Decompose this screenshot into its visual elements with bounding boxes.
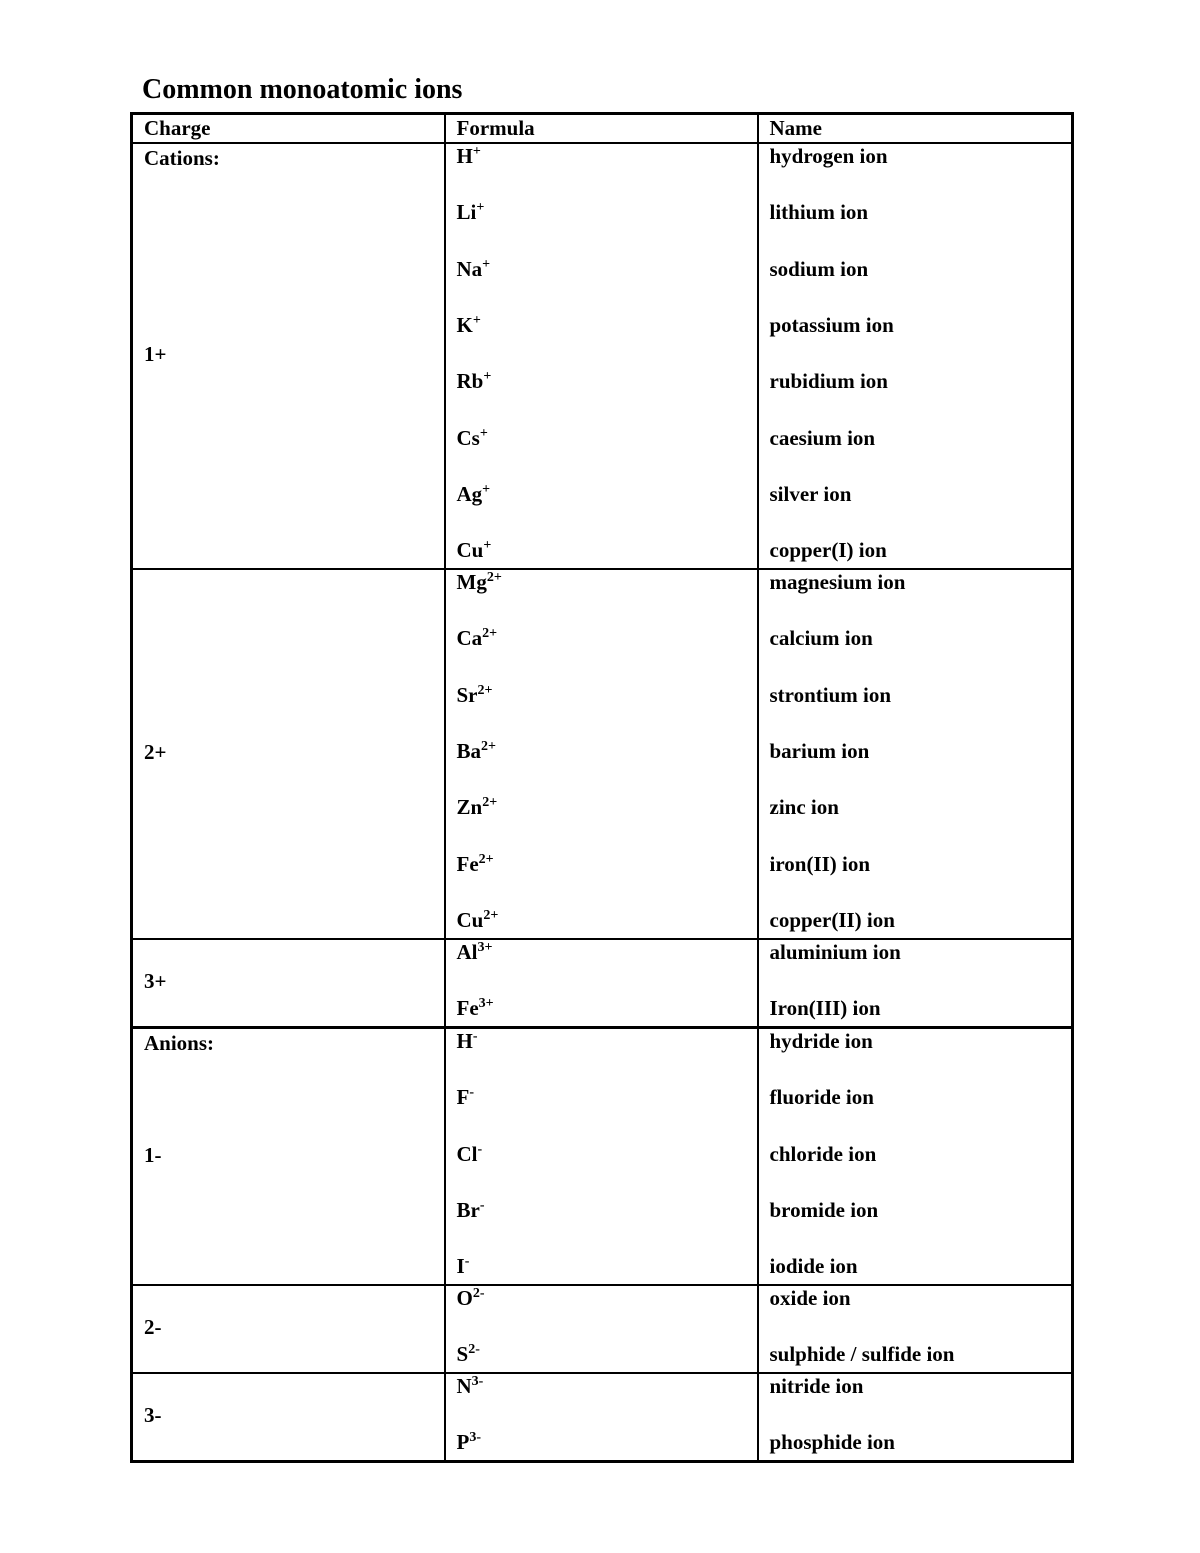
ion-symbol: F bbox=[456, 1085, 470, 1109]
ion-charge-superscript: 2+ bbox=[481, 739, 496, 754]
ion-charge-superscript: 2+ bbox=[477, 683, 493, 698]
ion-symbol: S bbox=[456, 1342, 469, 1366]
ion-charge-superscript: + bbox=[482, 482, 491, 497]
page-title: Common monoatomic ions bbox=[142, 74, 463, 105]
ion-charge-superscript: 3- bbox=[469, 1430, 481, 1445]
ion-formula bbox=[457, 1430, 482, 1455]
ion-symbol: Cs bbox=[456, 426, 480, 450]
ion-charge-superscript: 3+ bbox=[477, 940, 493, 955]
charge-cell bbox=[132, 1285, 445, 1373]
ion-symbol: Li bbox=[456, 200, 477, 224]
ion-name: strontium ion bbox=[769, 683, 892, 707]
formula-cell bbox=[445, 569, 758, 939]
ion-charge-superscript: + bbox=[472, 144, 481, 159]
ion-charge-superscript: - bbox=[472, 1029, 478, 1044]
charge-label: 2- bbox=[144, 1315, 162, 1339]
header-formula: Formula bbox=[456, 116, 535, 140]
ion-formula bbox=[457, 313, 481, 338]
ion-name: calcium ion bbox=[769, 626, 873, 650]
charge-label: 3+ bbox=[144, 969, 167, 993]
ion-name: iodide ion bbox=[769, 1254, 858, 1278]
ion-name: hydride ion bbox=[769, 1029, 873, 1053]
ion-charge-superscript: 3+ bbox=[478, 996, 494, 1011]
name-cell bbox=[758, 1373, 1073, 1462]
ion-formula bbox=[457, 426, 488, 451]
ion-symbol: Br bbox=[456, 1198, 480, 1222]
formula-cell bbox=[445, 1028, 758, 1286]
ion-symbol: Ca bbox=[456, 626, 483, 650]
ion-charge-superscript: 2+ bbox=[482, 626, 498, 641]
ion-formula bbox=[457, 1286, 485, 1311]
ion-symbol: Sr bbox=[456, 683, 478, 707]
ion-formula bbox=[457, 795, 498, 820]
ion-symbol: Na bbox=[456, 257, 483, 281]
ion-charge-superscript: 3- bbox=[471, 1374, 484, 1389]
charge-label: 2+ bbox=[144, 740, 167, 764]
ion-formula bbox=[457, 683, 493, 708]
ion-symbol: Al bbox=[456, 940, 478, 964]
ion-group-row bbox=[132, 569, 1073, 939]
ion-name: sodium ion bbox=[769, 257, 869, 281]
ion-symbol: Ag bbox=[456, 482, 483, 506]
header-charge-cell bbox=[132, 114, 445, 144]
name-cell bbox=[758, 939, 1073, 1028]
ion-formula bbox=[457, 996, 494, 1021]
charge-cell bbox=[132, 143, 445, 569]
ion-formula bbox=[457, 257, 491, 282]
ion-charge-superscript: + bbox=[472, 313, 481, 328]
ion-formula bbox=[457, 1142, 483, 1167]
ion-group-row bbox=[132, 1373, 1073, 1462]
ion-formula bbox=[457, 1374, 484, 1399]
header-name: Name bbox=[769, 116, 822, 140]
ion-symbol: Fe bbox=[456, 996, 479, 1020]
ion-charge-superscript: 2- bbox=[472, 1286, 485, 1301]
header-formula-cell bbox=[445, 114, 758, 144]
ion-symbol: Zn bbox=[456, 795, 483, 819]
ion-name: barium ion bbox=[769, 739, 870, 763]
header-charge: Charge bbox=[144, 116, 211, 140]
ion-formula bbox=[457, 369, 492, 394]
ion-charge-superscript: 2+ bbox=[478, 852, 494, 867]
ion-charge-superscript: + bbox=[479, 426, 488, 441]
ion-symbol: P bbox=[456, 1430, 470, 1454]
ion-formula bbox=[457, 852, 494, 877]
ion-formula bbox=[457, 144, 481, 169]
ion-name: aluminium ion bbox=[769, 940, 901, 964]
ion-charge-superscript: - bbox=[464, 1254, 470, 1269]
ion-name: chloride ion bbox=[769, 1142, 877, 1166]
formula-cell bbox=[445, 143, 758, 569]
ion-symbol: N bbox=[456, 1374, 472, 1398]
ion-name: sulphide / sulfide ion bbox=[769, 1342, 955, 1366]
ion-charge-superscript: 2- bbox=[468, 1342, 480, 1357]
ion-symbol: K bbox=[456, 313, 473, 337]
ion-name: phosphide ion bbox=[769, 1430, 895, 1454]
ion-group-row bbox=[132, 143, 1073, 569]
ion-group-row bbox=[132, 1285, 1073, 1373]
header-name-cell bbox=[758, 114, 1073, 144]
charge-cell bbox=[132, 1373, 445, 1462]
ion-formula bbox=[457, 1029, 478, 1054]
ion-formula bbox=[457, 1254, 470, 1279]
ion-symbol: Ba bbox=[456, 739, 482, 763]
ion-name: silver ion bbox=[769, 482, 852, 506]
ion-name: copper(II) ion bbox=[769, 908, 895, 932]
charge-cell bbox=[132, 939, 445, 1028]
formula-cell bbox=[445, 939, 758, 1028]
section-label: Cations: bbox=[144, 146, 220, 170]
ion-name: zinc ion bbox=[769, 795, 839, 819]
charge-label: 3- bbox=[144, 1403, 162, 1427]
name-cell bbox=[758, 1285, 1073, 1373]
ion-name: oxide ion bbox=[769, 1286, 851, 1310]
ion-name: Iron(III) ion bbox=[769, 996, 881, 1020]
ion-charge-superscript: 2+ bbox=[486, 570, 502, 585]
ion-name: hydrogen ion bbox=[769, 144, 888, 168]
ion-symbol: O bbox=[456, 1286, 473, 1310]
ion-symbol: I bbox=[456, 1254, 465, 1278]
ion-charge-superscript: - bbox=[477, 1142, 483, 1157]
ion-formula bbox=[457, 940, 493, 965]
ion-name: lithium ion bbox=[769, 200, 869, 224]
ion-name: magnesium ion bbox=[769, 570, 906, 594]
ion-symbol: Cl bbox=[456, 1142, 478, 1166]
formula-cell bbox=[445, 1285, 758, 1373]
charge-label: 1- bbox=[144, 1143, 162, 1167]
ion-formula bbox=[457, 1342, 480, 1367]
ion-group-row bbox=[132, 939, 1073, 1028]
ion-name: potassium ion bbox=[769, 313, 894, 337]
ion-formula bbox=[457, 570, 502, 595]
ion-formula bbox=[457, 739, 497, 764]
ion-name: fluoride ion bbox=[769, 1085, 874, 1109]
ion-name: caesium ion bbox=[769, 426, 876, 450]
ion-symbol: Fe bbox=[456, 852, 479, 876]
ion-formula bbox=[457, 538, 492, 563]
ion-charge-superscript: - bbox=[479, 1198, 485, 1213]
ion-symbol: H bbox=[456, 144, 473, 168]
ion-formula bbox=[457, 1198, 485, 1223]
name-cell bbox=[758, 1028, 1073, 1286]
ion-symbol: H bbox=[456, 1029, 473, 1053]
ion-symbol: Cu bbox=[456, 908, 484, 932]
ion-symbol: Cu bbox=[456, 538, 484, 562]
section-label: Anions: bbox=[144, 1031, 215, 1055]
ion-charge-superscript: - bbox=[469, 1085, 474, 1100]
ion-charge-superscript: + bbox=[483, 538, 492, 553]
ion-formula bbox=[457, 1085, 475, 1110]
ion-charge-superscript: + bbox=[476, 200, 485, 215]
ion-symbol: Rb bbox=[456, 369, 484, 393]
charge-cell bbox=[132, 1028, 445, 1286]
ion-group-row bbox=[132, 1028, 1073, 1286]
ion-name: bromide ion bbox=[769, 1198, 879, 1222]
ion-name: rubidium ion bbox=[769, 369, 888, 393]
ion-name: nitride ion bbox=[769, 1374, 864, 1398]
name-cell bbox=[758, 143, 1073, 569]
charge-cell bbox=[132, 569, 445, 939]
ion-name: copper(I) ion bbox=[769, 538, 887, 562]
table-header-row bbox=[132, 114, 1073, 144]
ion-formula bbox=[457, 482, 491, 507]
ion-formula bbox=[457, 626, 498, 651]
ion-charge-superscript: 2+ bbox=[483, 908, 499, 923]
name-cell bbox=[758, 569, 1073, 939]
ion-formula bbox=[457, 908, 499, 933]
ion-table bbox=[130, 112, 1074, 1463]
ion-table-body bbox=[132, 114, 1073, 1462]
ion-charge-superscript: + bbox=[483, 369, 492, 384]
formula-cell bbox=[445, 1373, 758, 1462]
ion-name: iron(II) ion bbox=[769, 852, 871, 876]
ion-charge-superscript: + bbox=[482, 257, 491, 272]
charge-label: 1+ bbox=[144, 342, 167, 366]
ion-symbol: Mg bbox=[456, 570, 487, 594]
ion-charge-superscript: 2+ bbox=[482, 795, 498, 810]
ion-formula bbox=[457, 200, 485, 225]
